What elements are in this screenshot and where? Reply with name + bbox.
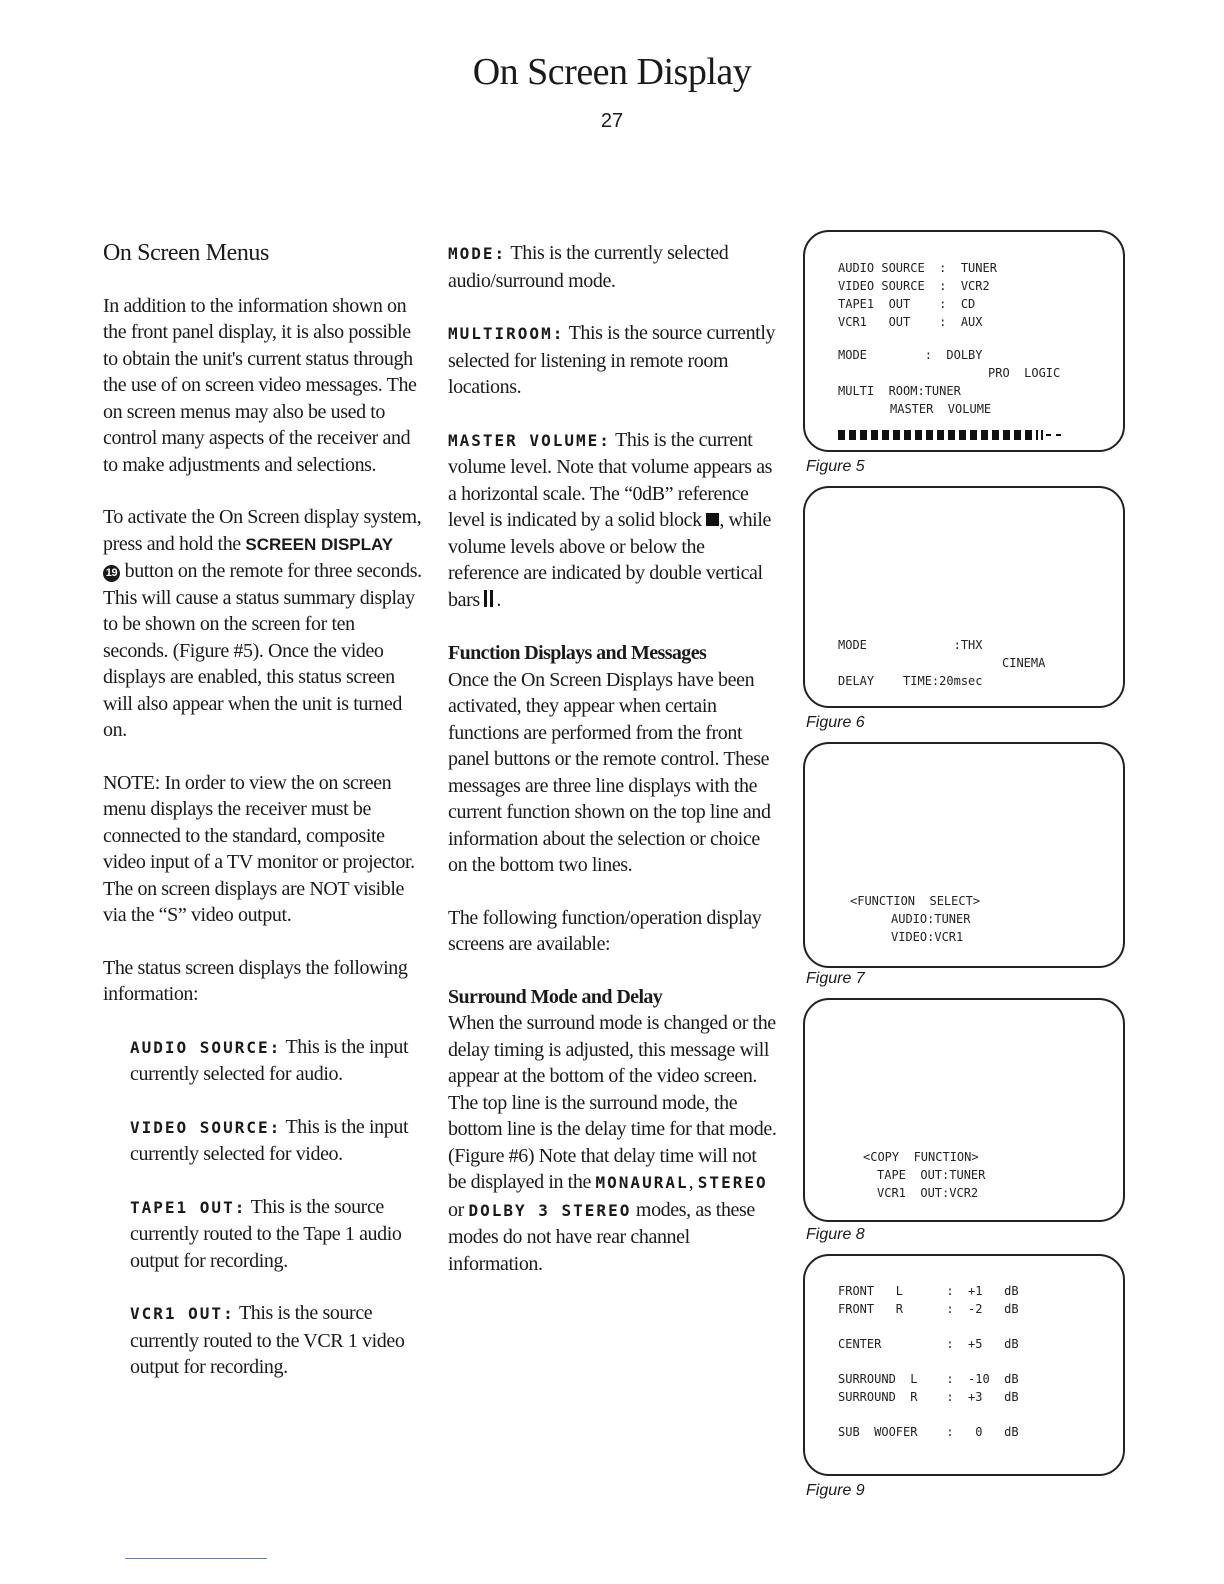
fig8-line: <COPY FUNCTION>: [863, 1150, 979, 1164]
desc-video-source: This is the input currently selected for video.: [130, 1115, 409, 1165]
figure-5-screen: [803, 230, 1125, 452]
page-title: On Screen Display: [472, 51, 752, 93]
screen-display-button-label: SCREEN DISPLAY: [245, 534, 394, 554]
fig5-line: VCR1 OUT : AUX: [838, 315, 983, 329]
figure-5-caption: Figure 5: [806, 458, 865, 475]
section-heading-on-screen-menus: On Screen Menus: [103, 240, 269, 266]
term-master-volume: MASTER VOLUME:: [448, 430, 611, 450]
surround-comma: ,: [688, 1171, 698, 1193]
desc-tape1-out: This is the source currently routed to the Tape 1 audio output for recording.: [130, 1195, 402, 1272]
subheading-surround-mode: Surround Mode and Delay: [448, 985, 663, 1008]
fig7-line: VIDEO:VCR1: [891, 930, 964, 944]
desc-volume-b: , while volume levels above or below the reference are indicated by double vertical bars: [448, 509, 771, 611]
paragraph-intro: In addition to the information shown on the front panel display, it is also possible to obtain the unit's current status through the use of on screen video messages. The on screen menus may also be used to control many aspects of the receiver and to make adjustments and selections.: [103, 294, 417, 476]
surround-text-b: modes, as these modes do not have rear channel information.: [448, 1198, 755, 1275]
item-video-source: [103, 1114, 423, 1168]
fig5-line: MASTER VOLUME: [890, 402, 992, 416]
figure-7-screen: [803, 742, 1125, 968]
term-vcr1-out: VCR1 OUT:: [130, 1304, 235, 1323]
page-number: 27: [600, 110, 624, 132]
figure-6-caption: Figure 6: [806, 714, 865, 731]
fig5-line: VIDEO SOURCE : VCR2: [838, 279, 990, 293]
paragraph-note: NOTE: In order to view the on screen menu displays the receiver must be connected to the standard, composite video input of a TV monitor or projector. The on screen displays are NOT visible via the “S” video output.: [103, 771, 415, 926]
fig6-line: CINEMA: [1002, 656, 1046, 670]
button-number-badge: 19: [103, 565, 120, 582]
figure-9-screen: [803, 1254, 1125, 1476]
item-vcr1-out: [103, 1300, 423, 1381]
desc-volume-a: This is the current volume level. Note that volume appears as a horizontal scale. The “0dB” reference level is indicated by a solid block: [448, 428, 773, 531]
fig8-line: VCR1 OUT:VCR2: [877, 1186, 979, 1200]
column-left: [103, 240, 423, 1381]
fig9-line: SUB WOOFER : 0 dB: [838, 1425, 1019, 1439]
footer-rule: [125, 1558, 267, 1559]
item-tape1-out: [103, 1194, 423, 1275]
fig6-line: DELAY TIME:20msec: [838, 674, 983, 688]
term-mode: MODE:: [448, 244, 507, 263]
paragraph-function-2: The following function/operation display screens are available:: [448, 906, 762, 955]
fig7-line: <FUNCTION SELECT>: [850, 894, 981, 908]
fig9-line: SURROUND L : -10 dB: [838, 1372, 1019, 1386]
solid-block-icon: [706, 513, 719, 526]
paragraph-status-intro: The status screen displays the following information:: [103, 956, 408, 1005]
fig5-line: AUDIO SOURCE : TUNER: [838, 261, 997, 275]
figure-8-caption: Figure 8: [806, 1226, 865, 1243]
term-stereo: STEREO: [697, 1173, 768, 1192]
term-video-source: VIDEO SOURCE:: [130, 1117, 282, 1137]
fig5-line: PRO LOGIC: [988, 366, 1061, 380]
term-multiroom: MULTIROOM:: [448, 324, 565, 343]
fig9-line: SURROUND R : +3 dB: [838, 1390, 1019, 1404]
fig8-line: TAPE OUT:TUNER: [877, 1168, 986, 1182]
term-dolby-3-stereo: DOLBY 3 STEREO: [468, 1200, 632, 1220]
desc-audio-source: This is the input currently selected for audio.: [130, 1035, 409, 1085]
term-audio-source: AUDIO SOURCE:: [130, 1037, 282, 1057]
term-tape1-out: TAPE1 OUT:: [130, 1197, 247, 1217]
surround-or: or: [448, 1198, 469, 1221]
fig6-line: MODE :THX: [838, 638, 983, 652]
item-multiroom: [448, 320, 778, 401]
figure-6-screen: [803, 486, 1125, 708]
fig9-line: FRONT L : +1 dB: [838, 1284, 1019, 1298]
figure-7-caption: Figure 7: [806, 970, 865, 987]
figure-8-screen: [803, 998, 1125, 1222]
item-audio-source: [103, 1034, 423, 1088]
subheading-function-displays: Function Displays and Messages: [448, 642, 707, 664]
activate-text-a: To activate the On Screen display system, press and hold the: [103, 506, 422, 555]
fig9-line: FRONT R : -2 dB: [838, 1302, 1019, 1316]
item-master-volume: [448, 427, 778, 615]
fig7-line: AUDIO:TUNER: [891, 912, 971, 926]
fig5-line: MULTI ROOM:TUNER: [838, 384, 961, 398]
item-mode: [448, 240, 778, 294]
double-bars-icon: [484, 588, 496, 615]
fig5-line: TAPE1 OUT : CD: [838, 297, 976, 311]
term-monaural: MONAURAL: [595, 1173, 689, 1192]
desc-mode: This is the currently selected audio/surround mode.: [448, 242, 729, 292]
fig9-line: CENTER : +5 dB: [838, 1337, 1019, 1351]
desc-vcr1-out: This is the source currently routed to the VCR 1 video output for recording.: [130, 1302, 405, 1378]
figure-9-caption: Figure 9: [806, 1482, 865, 1499]
volume-scale: [838, 430, 1066, 440]
fig5-line: MODE : DOLBY: [838, 348, 983, 362]
desc-volume-c: .: [496, 588, 501, 611]
paragraph-activate: [103, 504, 423, 744]
surround-text-a: When the surround mode is changed or the delay timing is adjusted, this message will appear at the bottom of the video screen. The top line is the surround mode, the bottom line is the delay time for that mode. (Figure #6) Note that delay time will not be displayed in the: [448, 1012, 777, 1193]
column-middle: [448, 240, 778, 1277]
desc-multiroom: This is the source currently selected for listening in remote room locations.: [448, 322, 776, 398]
activate-text-b: button on the remote for three seconds. This will cause a status summary display to be shown on the screen for ten seconds. (Figure #5). Once the video displays are enabled, this status screen will also appear when the unit is turned on.: [103, 560, 422, 741]
paragraph-function-1: Once the On Screen Displays have been activated, they appear when certain functions are performed from the front panel buttons or the remote control. These messages are three line displays with the current function shown on the top line and information about the selection or choice on the bottom two lines.: [448, 668, 771, 876]
paragraph-surround: [448, 1010, 778, 1277]
